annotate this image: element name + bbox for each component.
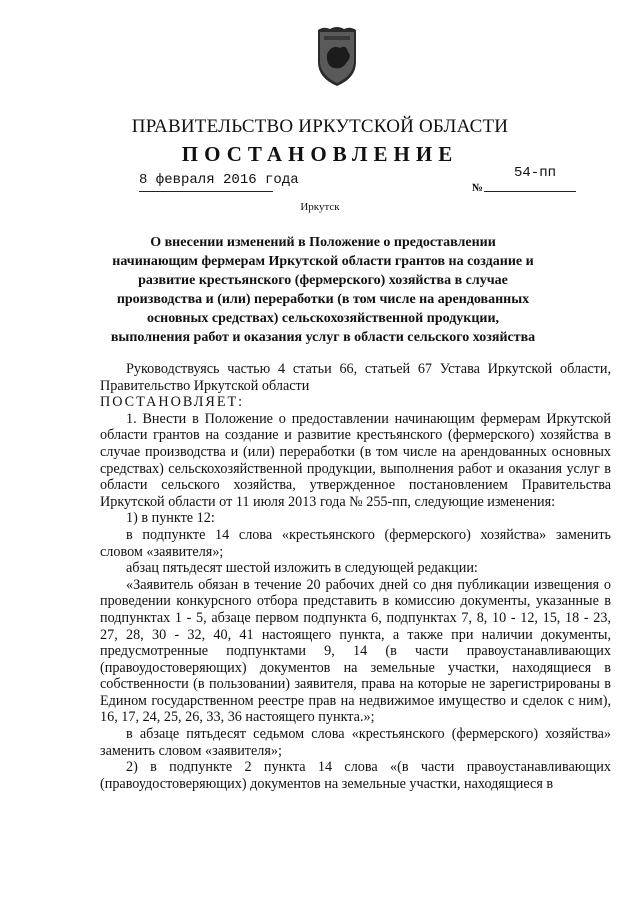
document-title: О внесении изменений в Положение о предоставлении начинающим фермерам Иркутской области грантов на создание и развитие крестьянского (фермерского) хозяйства в случае производства и (или) переработки (в том числе на арендованных основных средствах) сельскохозяйственной продукции, выполнения работ и оказания услуг в области сельского хозяйства (110, 235, 536, 345)
resolution-keyword: ПОСТАНОВЛЯЕТ: (100, 394, 245, 411)
city: Иркутск (300, 201, 340, 213)
body-paragraph: Руководствуясь частью 4 статьи 66, статьей 67 Устава Иркутской области, Правительство Иркутской области (100, 361, 611, 394)
body-paragraph: «Заявитель обязан в течение 20 рабочих дней со дня публикации извещения о проведении конкурсного отбора представить в комиссию документы, указанные в подпунктах 1 - 5, абзаце первом подпункта 6, подпунктах 7, 8, 10 - 12, 15, 18 - 23, 27, 28, 30 - 32, 40, 41 настоящего пункта, а также при наличии документы, предусмотренные подпунктами 9, 14 (в части правоустанавливающих (правоудостоверяющих) документов на земельные участки, находящиеся в собственности (в пользовании) заявителя, права на которые не зарегистрированы в Едином государственном реестре прав на недвижимое имущество и сделок с ним), 16, 17, 24, 25, 26, 33, 36 настоящего пункта.»; (100, 576, 611, 726)
number-underline (484, 191, 576, 192)
body-paragraph: 1) в пункте 12: (126, 510, 215, 527)
organization-name: ПРАВИТЕЛЬСТВО ИРКУТСКОЙ ОБЛАСТИ (131, 116, 509, 137)
date-underline (139, 191, 273, 192)
body-paragraph: абзац пятьдесят шестой изложить в следующей редакции: (126, 560, 478, 577)
body-paragraph: в абзаце пятьдесят седьмом слова «крестьянского (фермерского) хозяйства» заменить словом «заявителя»; (100, 726, 611, 759)
number-sign: № (472, 182, 484, 194)
document-date: 8 февраля 2016 года (139, 172, 299, 188)
document-type: ПОСТАНОВЛЕНИЕ (181, 142, 459, 166)
document-number: 54-пп (514, 165, 557, 181)
coat-of-arms-emblem-icon (314, 26, 360, 88)
body-paragraph: в подпункте 14 слова «крестьянского (фермерского) хозяйства» заменить словом «заявителя»; (100, 526, 611, 560)
document-body (100, 361, 611, 792)
body-paragraph: 2) в подпункте 2 пункта 14 слова «(в части правоустанавливающих (правоудостоверяющих) документов на земельные участки, находящиеся в (100, 759, 611, 792)
body-paragraph: 1. Внести в Положение о предоставлении начинающим фермерам Иркутской области грантов на создание и развитие крестьянского (фермерского) хозяйства в случае производства и (или) переработки (в том числе на арендованных основных средствах) сельскохозяйственной продукции, выполнения работ и оказания услуг в области сельского хозяйства, утвержденное постановлением Правительства Иркутской области от 11 июля 2013 года № 255-пп, следующие изменения: (100, 410, 611, 510)
